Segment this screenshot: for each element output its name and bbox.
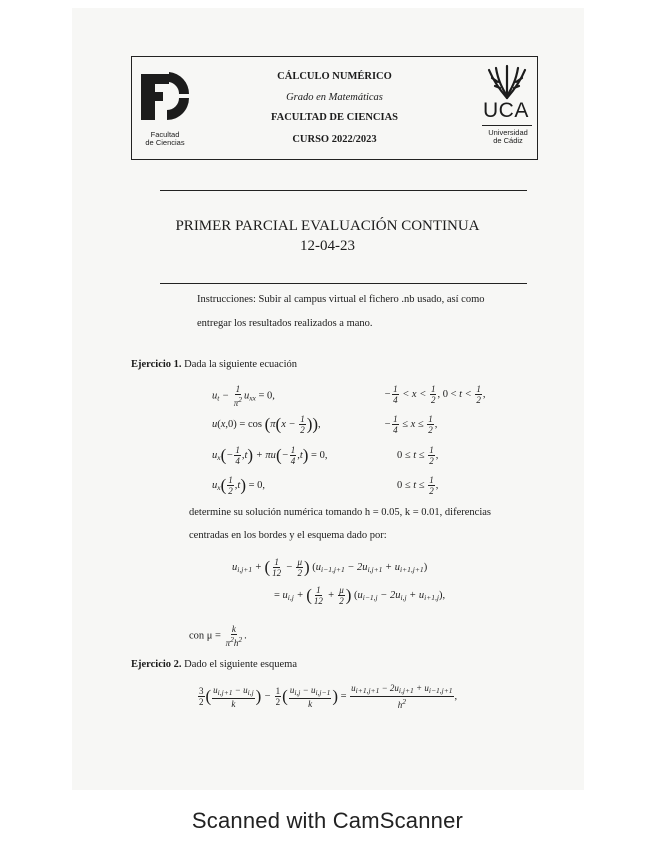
mu-definition-label: con μ = (189, 630, 221, 642)
exercise2-heading (131, 659, 297, 670)
uca-logo-divider (482, 125, 532, 126)
scheme-line1: $u_{i,j+1}$ + ( $\frac{1}{12}$ − $\frac{\mu}{2}$ ) $(u_{i-1,j+1} - 2u_{i,j+1} + u_{i+1,j+1})$ (232, 557, 428, 578)
initial-condition: u(x,0) = cos (π(x − $\frac{1}{2}$ )), (212, 414, 321, 435)
right-boundary-condition: $u_x$( $\frac{1}{2}$ ,t) = 0, (212, 475, 266, 496)
exercise1-heading (131, 359, 297, 370)
camscanner-watermark: Scanned with CamScanner (191, 808, 464, 833)
faculty-logo-caption: Facultad de Ciencias (145, 130, 185, 147)
right-boundary-domain: 0 ≤ t ≤ $\frac{1}{2}$ , (397, 475, 439, 496)
title-rule-top (160, 190, 527, 191)
course-name: CÁLCULO NUMÉRICO (277, 71, 392, 82)
degree-name: Grado en Matemáticas (286, 92, 383, 103)
exam-date: 12-04-23 (300, 238, 355, 254)
pde-domain: − $\frac{1}{4}$ < x < $\frac{1}{2}$ , 0 < t < $\frac{1}{2}$ , (384, 384, 486, 405)
faculty-name: FACULTAD DE CIENCIAS (271, 112, 398, 123)
initial-domain: − $\frac{1}{4}$ ≤ x ≤ $\frac{1}{2}$ , (384, 414, 438, 435)
scheme-line2: = $u_{i,j}$ + ( $\frac{1}{12}$ + $\frac{\mu}{2}$ ) $(u_{i-1,j} - 2u_{i,j} + u_{i+1,j})$, (274, 585, 446, 606)
exercise1-intro: Dada la siguiente ecuación (184, 359, 297, 370)
exam-title: PRIMER PARCIAL EVALUACIÓN CONTINUA (175, 218, 480, 234)
mu-definition: con μ = $\frac{k}{\pi^2h^2}$ . (189, 624, 247, 648)
title-rule-bottom (160, 283, 527, 284)
left-boundary-condition: $u_x(-$ $\frac{1}{4}$ ,t) + πu(− $\frac{1}{4}$ ,t) = 0, (212, 445, 328, 466)
pde-equation: $u_t$ − $\frac{1}{\pi^2}$ $u_{xx} = 0$, (212, 384, 275, 408)
exercise2-intro: Dado el siguiente esquema (184, 659, 298, 670)
header-text (131, 56, 538, 160)
uca-logo-text: UCA (483, 99, 529, 122)
exercise1-instructions-line2: centradas en los bordes y el esquema dado por: (189, 530, 387, 541)
uca-emblem-icon (486, 64, 528, 100)
course-year: CURSO 2022/2023 (292, 134, 377, 145)
exercise2-label: Ejercicio 2. (131, 659, 182, 670)
exercise1-label: Ejercicio 1. (131, 359, 182, 370)
exercise1-instructions-line1: determine su solución numérica tomando h = 0.05, k = 0.01, diferencias (189, 507, 491, 518)
instructions-line2: entregar los resultados realizados a mano. (197, 318, 373, 329)
left-boundary-domain: 0 ≤ t ≤ $\frac{1}{2}$ , (397, 445, 439, 466)
uca-logo-caption: Universidad de Cádiz (488, 128, 528, 145)
instructions-line1: Instrucciones: Subir al campus virtual el fichero .nb usado, así como (197, 294, 485, 305)
exercise2-scheme: $\frac{3}{2}$ ( $\frac{u_{i,j+1} - u_{i,j}}{k}$ ) − $\frac{1}{2}$ ( $\frac{u_{i,j} - u_{i,j-1}}{k}$ ) = $\frac{u_{i+1,j+1} - 2u_{i,j+1} + u_{i-1,j+1}}{h^2}$ , (199, 683, 458, 710)
